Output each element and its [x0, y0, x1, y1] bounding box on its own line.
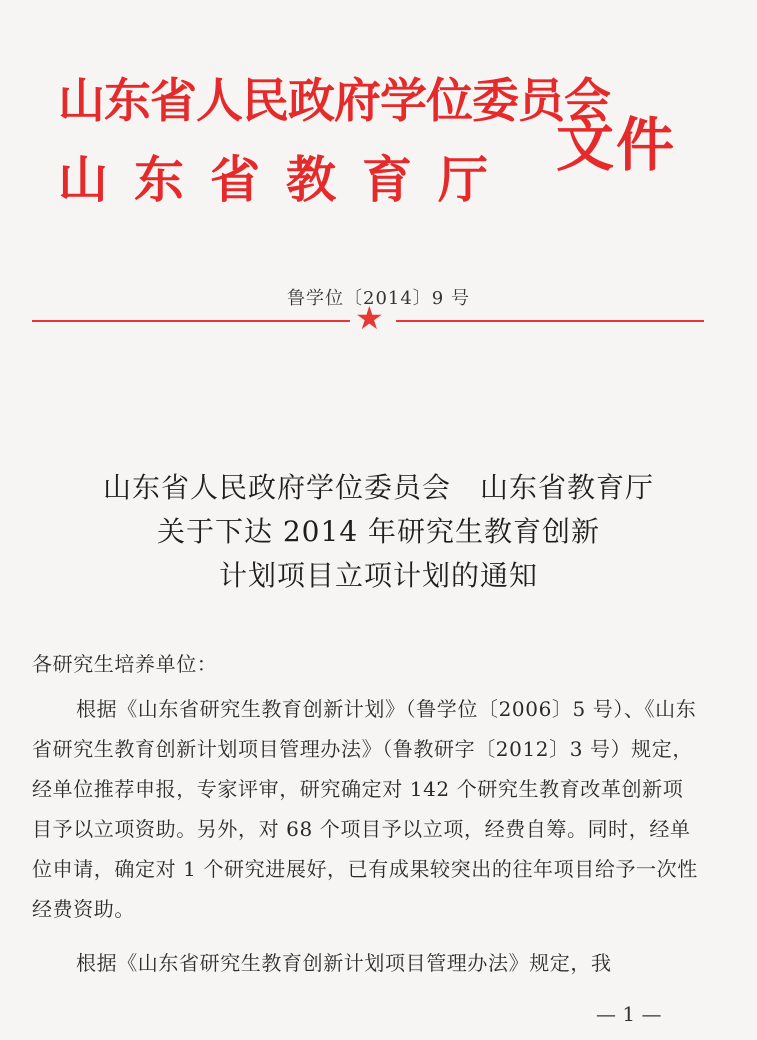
header-line-1: 山东省人民政府学位委员会 — [58, 74, 610, 129]
header-line-2: 山东省教育厅 — [58, 150, 514, 209]
title-line-3: 计划项目立项计划的通知 — [218, 559, 538, 592]
paragraph-1: 根据《山东省研究生教育创新计划》（鲁学位〔2006〕5 号）、《山东省研究生教育创新计划项目管理办法》（鲁教研字〔2012〕3 号）规定，经单位推荐申报，专家评审，研究确定对 142 个研究生教育改革创新项目予以立项资助。另外，对 68 个项目予以立项，经费自筹。同时，经单位申请，确定对 1 个研究进展好，已有成果较突出的往年项目给予一次性经费资助。 — [32, 697, 698, 921]
document-number: 鲁学位〔2014〕9 号 — [287, 288, 470, 309]
red-divider-right — [396, 320, 704, 322]
star-icon: ★ — [355, 299, 384, 337]
header-suffix: 文件 — [556, 111, 677, 179]
page-number: — 1 — — [596, 1002, 662, 1026]
title-line-2: 关于下达 2014 年研究生教育创新 — [156, 515, 601, 548]
red-divider-left — [32, 320, 350, 322]
salutation: 各研究生培养单位： — [32, 652, 218, 676]
paragraph-2: 根据《山东省研究生教育创新计划项目管理办法》规定，我 — [76, 951, 612, 975]
title-line-1: 山东省人民政府学位委员会 山东省教育厅 — [102, 471, 654, 504]
